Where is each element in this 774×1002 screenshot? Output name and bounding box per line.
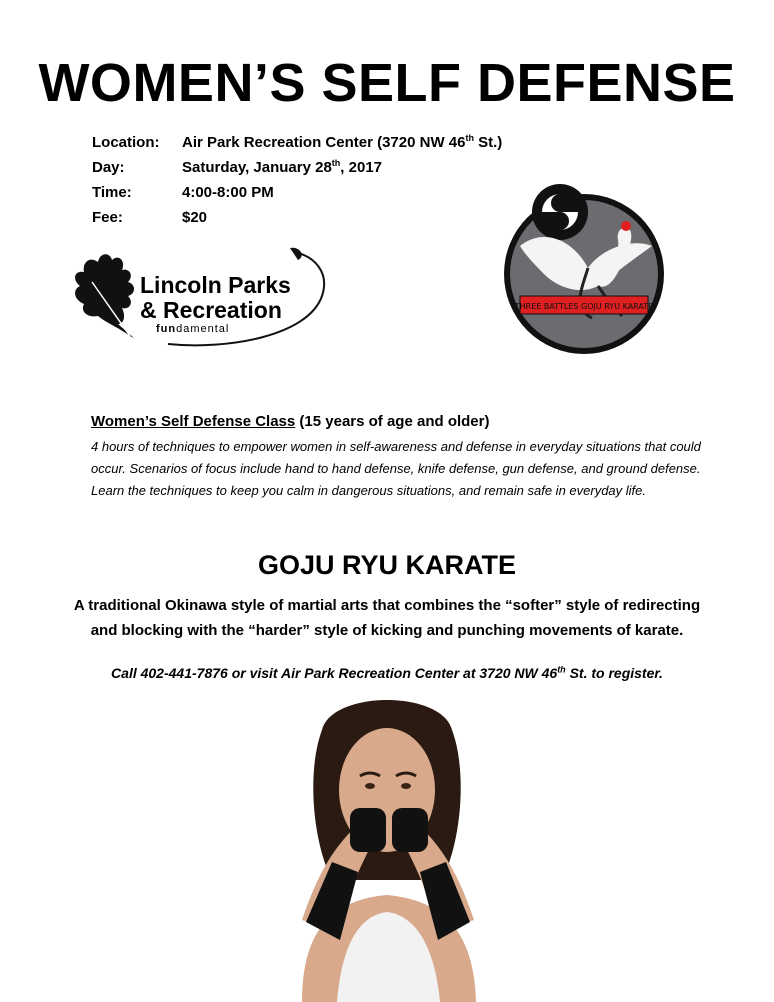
fee-value: $20 xyxy=(182,209,208,226)
class-heading-age: (15 years of age and older) xyxy=(295,413,490,430)
goju-ryu-description xyxy=(40,593,734,643)
goju-ryu-title: GOJU RYU KARATE xyxy=(257,550,517,580)
goju-description-line2: and blocking with the “harder” style of kicking and punching movements of karate. xyxy=(90,622,684,639)
time-label: Time: xyxy=(92,184,132,201)
lincoln-logo-line1: Lincoln Parks xyxy=(140,272,291,298)
day-row xyxy=(92,159,382,176)
goju-description-line1: A traditional Okinawa style of martial arts that combines the “softer” style of redirecting xyxy=(73,597,701,614)
class-heading-title: Women’s Self Defense Class xyxy=(91,413,296,430)
oak-leaf-icon xyxy=(75,254,134,338)
left-hand-wrap xyxy=(350,808,386,852)
class-heading xyxy=(91,413,489,430)
location-row xyxy=(92,134,502,151)
fee-label: Fee: xyxy=(92,209,123,226)
emblem-banner-text: THREE BATTLES GOJU RYU KARATE xyxy=(514,302,654,311)
fee-row xyxy=(92,209,207,226)
day-value: Saturday, January 28th, 2017 xyxy=(182,158,383,176)
class-description: 4 hours of techniques to empower women in self-awareness and defense in everyday situations that could occur. Scenarios of focus include hand to hand defense, knife defense, gun defense, and ground defense. Learn the techniques to keep you calm in dangerous situations, and remain safe in everyday life. xyxy=(91,439,701,498)
location-value: Air Park Recreation Center (3720 NW 46th St.) xyxy=(182,133,503,151)
day-label: Day: xyxy=(92,159,125,176)
register-call-to-action: Call 402-441-7876 or visit Air Park Recreation Center at 3720 NW 46th St. to register. xyxy=(111,664,663,681)
karate-emblem xyxy=(502,168,666,356)
flyer-title: WOMEN’S SELF DEFENSE xyxy=(38,53,736,113)
time-value: 4:00-8:00 PM xyxy=(182,184,274,201)
right-hand-wrap xyxy=(392,808,428,852)
woman-fighter-photo xyxy=(262,690,512,1002)
lincoln-logo-tagline: fundamental xyxy=(156,323,230,335)
location-label: Location: xyxy=(92,134,160,151)
swoosh-tip xyxy=(290,248,302,260)
time-row xyxy=(92,184,274,201)
lincoln-logo-line2: & Recreation xyxy=(140,297,282,323)
